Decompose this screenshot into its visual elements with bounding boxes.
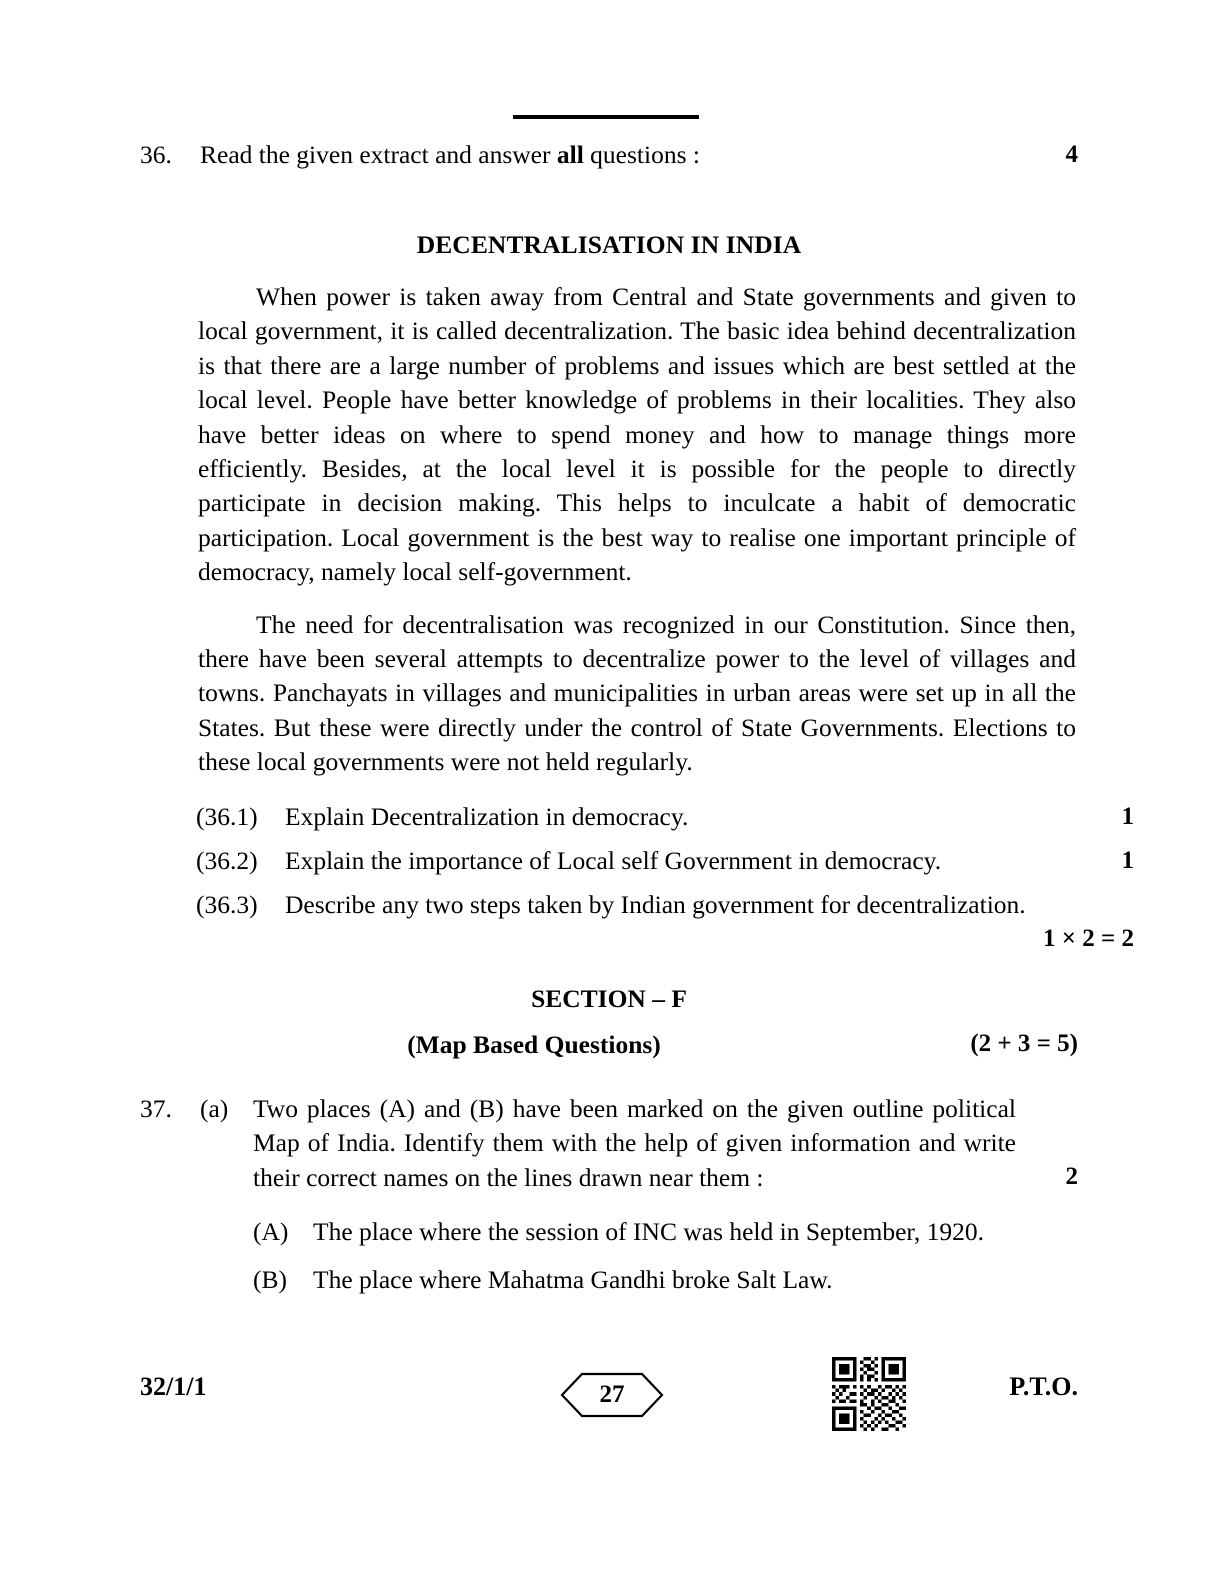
question-37-mark: 2 [1065, 1162, 1078, 1190]
question-36-number: 36. [140, 140, 172, 169]
sub-question-36-3-text: Describe any two steps taken by Indian government for decentralization. [285, 889, 1026, 919]
sub-question-36-1-label: (36.1) [196, 801, 258, 831]
qr-code [832, 1357, 906, 1431]
paper-code: 32/1/1 [140, 1372, 207, 1401]
sub-question-36-2-label: (36.2) [196, 845, 258, 875]
question-37-row [140, 1092, 1078, 1195]
page-footer [0, 1362, 1224, 1442]
page-number-badge [560, 1372, 664, 1418]
extract-paragraph-2: The need for decentralisation was recognized in our Constitution. Since then, there have been several attempts to decentralize power to the level of villages and towns. Panchayats in villages and municipalities in urban areas were set up in all the States. But these were directly under the control of State Governments. Elections to these local governments were not held regularly. [198, 609, 1076, 777]
top-divider-rule [513, 115, 699, 119]
question-37-item-a-tag: (A) [253, 1216, 289, 1246]
question-36-prompt-lead: Read the given extract and answer [200, 140, 557, 169]
sub-question-36-3 [196, 888, 1134, 952]
extract-title: DECENTRALISATION IN INDIA [416, 230, 802, 259]
sub-question-36-3-mark: 1 × 2 = 2 [1043, 924, 1134, 952]
sub-question-36-1 [196, 800, 1134, 834]
question-37-item-b [253, 1263, 1078, 1297]
question-36-mark: 4 [1065, 141, 1078, 168]
question-36-prompt-tail: questions : [583, 140, 700, 169]
section-f-subtitle-row [140, 1030, 1078, 1066]
sub-question-36-2-text: Explain the importance of Local self Government in democracy. [285, 845, 942, 875]
extract-paragraph-1: When power is taken away from Central and State governments and given to local government, it is called decentralization. The basic idea behind decentralization is that there are a large number of problems and issues which are best settled at the local level. People have better knowledge of problems in their localities. They also have better ideas on where to spend money and how to manage things more efficiently. Besides, at the local level it is possible for the people to directly participate in decision making. This helps to inculcate a habit of democratic participation. Local government is the best way to realise one important principle of democracy, namely local self-government. [198, 282, 1076, 587]
sub-question-36-3-label: (36.3) [196, 889, 258, 919]
section-f-marks: (2 + 3 = 5) [970, 1029, 1078, 1057]
sub-question-36-2-mark: 1 [1121, 846, 1134, 874]
question-37-item-b-tag: (B) [253, 1265, 287, 1295]
sub-question-36-1-mark: 1 [1121, 802, 1134, 830]
sub-question-36-2 [196, 844, 1134, 878]
question-37-item-a-text: The place where the session of INC was held in September, 1920. [313, 1216, 985, 1246]
turn-over-label: P.T.O. [1009, 1372, 1078, 1401]
question-37-number: 37. [140, 1093, 172, 1123]
page-number: 27 [599, 1381, 625, 1408]
sub-question-36-1-text: Explain Decentralization in democracy. [285, 801, 689, 831]
section-f-subtitle: (Map Based Questions) [407, 1029, 661, 1059]
question-36-prompt-emphasis: all [556, 140, 584, 169]
question-37-item-b-text: The place where Mahatma Gandhi broke Salt Law. [313, 1265, 833, 1295]
section-f-title: SECTION – F [531, 983, 687, 1013]
page-content [140, 138, 1134, 1298]
question-36-prompt [200, 138, 700, 172]
question-37-text: Two places (A) and (B) have been marked on the given outline political Map of India. Identify them with the help of given information and write their correct names on the lines drawn near them : [253, 1093, 1016, 1192]
question-37-part-label: (a) [200, 1093, 229, 1123]
question-37-item-a [253, 1215, 1078, 1249]
question-36-prompt-row [140, 138, 1078, 172]
